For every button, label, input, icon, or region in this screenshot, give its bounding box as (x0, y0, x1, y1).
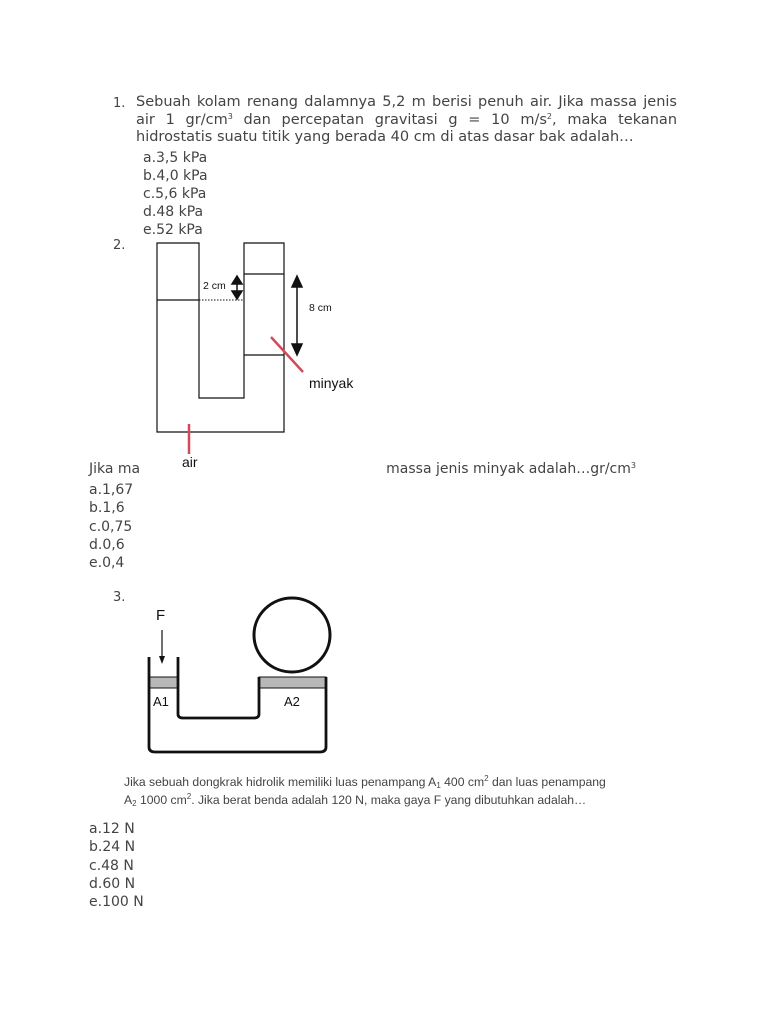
option-d[interactable]: d.60 N (89, 875, 136, 892)
option-e[interactable]: e.100 N (89, 894, 144, 911)
option-d[interactable]: d.48 kPa (143, 204, 204, 220)
question-2-options (89, 481, 133, 572)
option-b[interactable]: b.1,6 (89, 500, 125, 517)
piston-a1 (149, 677, 178, 688)
u-tube-diagram (0, 0, 768, 480)
label-2cm: 2 cm (203, 280, 226, 292)
option-c[interactable]: c.48 N (89, 857, 134, 874)
hydraulic-jack-diagram (0, 590, 768, 760)
force-arrow-icon (159, 656, 165, 664)
question-3-text: Jika sebuah dongkrak hidrolik memiliki luas penampang $A_1$ 400 $cm^2$ dan luas penampang $A_2$ 1000 $cm^2$. Jika berat benda adalah 120 N, maka gaya F yang dibutuhkan adalah… (124, 774, 606, 808)
question-1-text: Sebuah kolam renang dalamnya 5,2 m berisi penuh air. Jika massa jenis air 1 $gr/cm^3$ dan percepatan gravitasi g = 10 $m/s^2$, maka tekanan hidrostatis suatu titik yang berada 40 cm di atas dasar bak adalah… (136, 94, 678, 145)
option-e[interactable]: e.0,4 (89, 555, 125, 572)
question-3-options (89, 820, 144, 911)
option-e[interactable]: e.52 kPa (143, 222, 203, 238)
label-8cm: 8 cm (309, 302, 332, 314)
question-2-number: 2. (113, 238, 126, 253)
question-3-number: 3. (113, 590, 126, 605)
label-water: air (182, 454, 198, 470)
option-c[interactable]: c.0,75 (89, 518, 133, 535)
option-c[interactable]: c.5,6 kPa (143, 186, 207, 202)
label-oil: minyak (309, 375, 354, 391)
option-d[interactable]: d.0,6 (89, 536, 125, 553)
option-a[interactable]: a.12 N (89, 821, 135, 837)
option-b[interactable]: b.24 N (89, 839, 136, 856)
piston-a2 (259, 677, 326, 688)
option-a[interactable]: a.1,67 (89, 482, 134, 498)
question-1-number: 1. (113, 96, 126, 111)
option-b[interactable]: b.4,0 kPa (143, 168, 208, 184)
label-force: F (156, 607, 166, 624)
label-a1: A1 (153, 694, 169, 709)
question-2-text: Jika ma massa jenis minyak $adalah\dots gr/cm^3$ (89, 461, 636, 477)
option-a[interactable]: a.3,5 kPa (143, 150, 208, 166)
load-ball (254, 598, 330, 672)
label-a2: A2 (284, 694, 300, 709)
